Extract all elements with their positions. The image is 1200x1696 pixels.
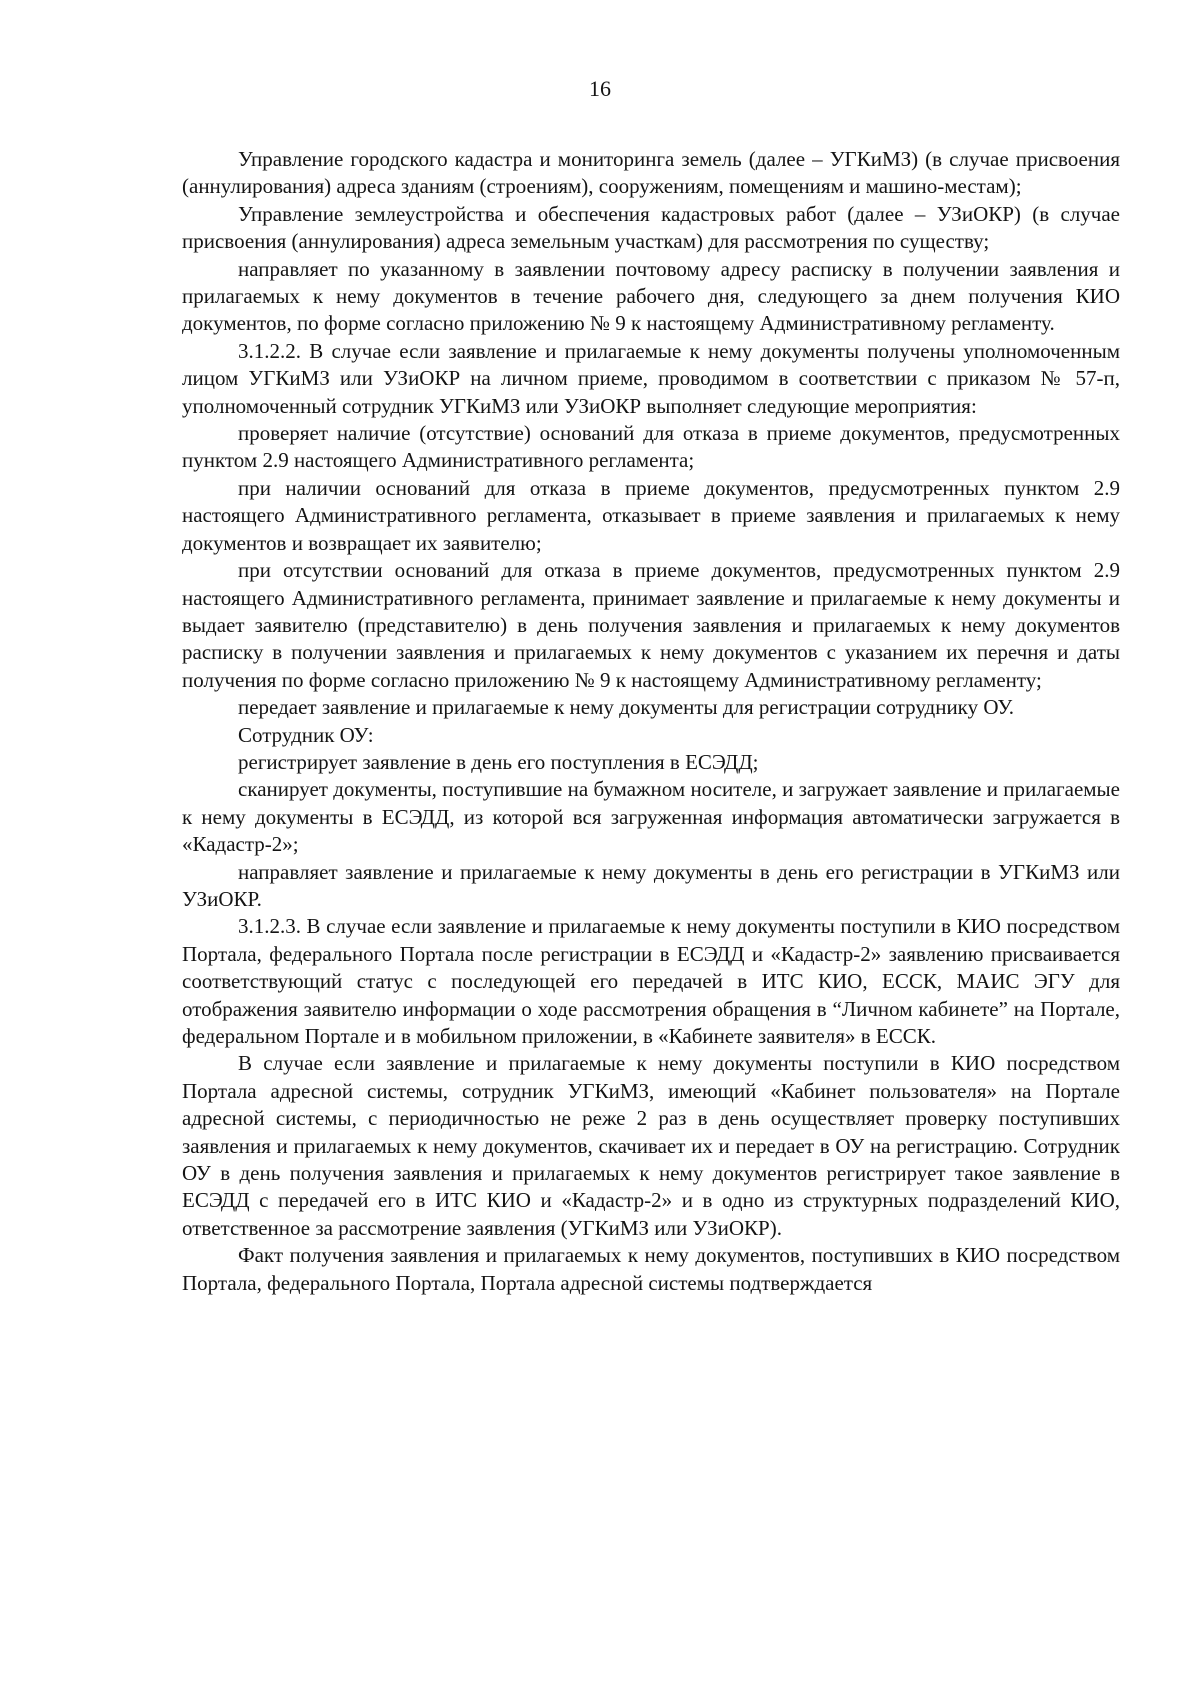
page-number: 16 (589, 76, 611, 101)
paragraph: Управление городского кадастра и мониторинга земель (далее – УГКиМЗ) (в случае присвоения (аннулирования) адреса зданиям (строениям), сооружениям, помещениям и машино-местам); (182, 147, 1120, 199)
paragraph: сканирует документы, поступившие на бумажном носителе, и загружает заявление и прилагаемые к нему документы в ЕСЭДД, из которой вся загруженная информация автоматически загружается в «Кадастр-2»; (182, 777, 1120, 857)
paragraph: Факт получения заявления и прилагаемых к нему документов, поступивших в КИО посредством Портала, федерального Портала, Портала адресной системы подтверждается (182, 1243, 1120, 1295)
paragraph: регистрирует заявление в день его поступления в ЕСЭДД; (238, 749, 759, 774)
paragraph: при наличии оснований для отказа в приеме документов, предусмотренных пунктом 2.9 настоящего Административного регламента, отказывает в приеме заявления и прилагаемых к нему документов и возвращает их заявителю; (182, 475, 1120, 555)
paragraph: передает заявление и прилагаемые к нему документы для регистрации сотруднику ОУ. (238, 695, 1015, 720)
paragraph: В случае если заявление и прилагаемые к нему документы поступили в КИО посредством Портала адресной системы, сотрудник УГКиМЗ, имеющий «Кабинет пользователя» на Портале адресной системы, с периодичностью не реже 2 раз в день осуществляет проверку поступивших заявления и прилагаемых к нему документов, скачивает их и передает в ОУ на регистрацию. Сотрудник ОУ в день получения заявления и прилагаемых к нему документов регистрирует такое заявление в ЕСЭДД с передачей его в ИТС КИО и «Кадастр-2» и в одно из структурных подразделений КИО, ответственное за рассмотрение заявления (УГКиМЗ или УЗиОКР). (182, 1051, 1120, 1240)
paragraph: проверяет наличие (отсутствие) оснований для отказа в приеме документов, предусмотренных пунктом 2.9 настоящего Административного регламента; (182, 421, 1120, 473)
paragraph: 3.1.2.3. В случае если заявление и прилагаемые к нему документы поступили в КИО посредством Портала, федерального Портала после регистрации в ЕСЭДД и «Кадастр-2» заявлению присваивается соответствующий статус с последующей его передачей в ИТС КИО, ЕССК, МАИС ЭГУ для отображения заявителю информации о ходе рассмотрения обращения в “Личном кабинете” на Портале, федеральном Портале и в мобильном приложении, в «Кабинете заявителя» в ЕССК. (182, 914, 1120, 1048)
document-body (182, 146, 1120, 1297)
paragraph: направляет заявление и прилагаемые к нему документы в день его регистрации в УГКиМЗ или УЗиОКР. (182, 859, 1120, 911)
paragraph: Сотрудник ОУ: (238, 722, 374, 747)
paragraph: направляет по указанному в заявлении почтовому адресу расписку в получении заявления и прилагаемых к нему документов в течение рабочего дня, следующего за днем получения КИО документов, по форме согласно приложению № 9 к настоящему Административному регламенту. (182, 256, 1120, 336)
paragraph: при отсутствии оснований для отказа в приеме документов, предусмотренных пунктом 2.9 настоящего Административного регламента, принимает заявление и прилагаемые к нему документы и выдает заявителю (представителю) в день получения заявления и прилагаемых к нему документов расписку в получении заявления и прилагаемых к нему документов с указанием их перечня и даты получения по форме согласно приложению № 9 к настоящему Административному регламенту; (182, 558, 1120, 692)
paragraph: Управление землеустройства и обеспечения кадастровых работ (далее – УЗиОКР) (в случае присвоения (аннулирования) адреса земельным участкам) для рассмотрения по существу; (182, 201, 1120, 254)
paragraph: 3.1.2.2. В случае если заявление и прилагаемые к нему документы получены уполномоченным лицом УГКиМЗ или УЗиОКР на личном приеме, проводимом в соответствии с приказом № 57-п, уполномоченный сотрудник УГКиМЗ или УЗиОКР выполняет следующие мероприятия: (182, 338, 1120, 418)
